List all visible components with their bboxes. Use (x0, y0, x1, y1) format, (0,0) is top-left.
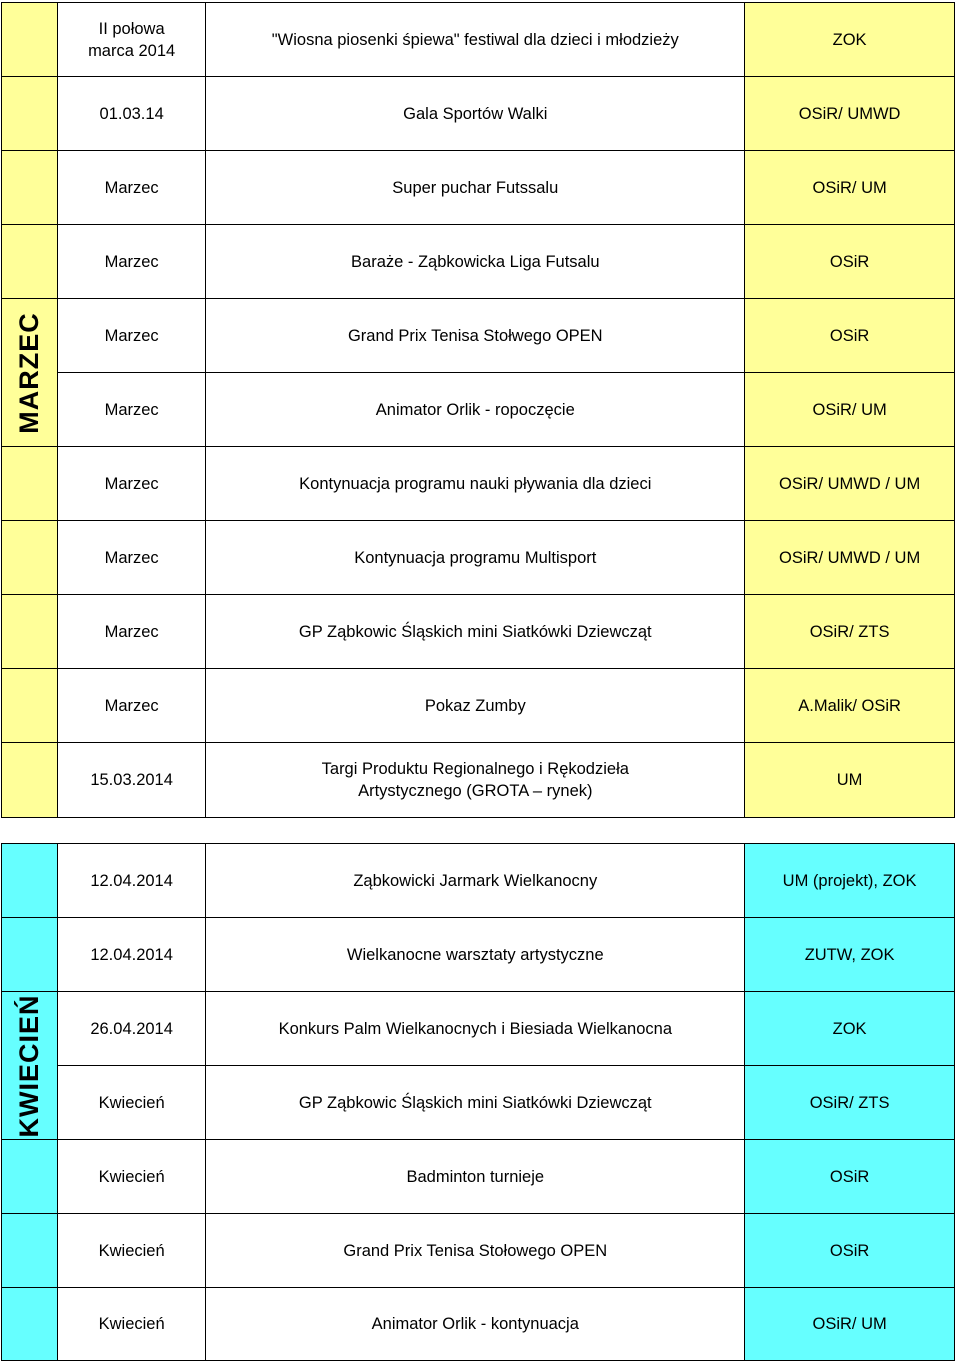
table-row (2, 595, 955, 669)
event-name: Super puchar Futssalu (206, 151, 745, 225)
table-row (2, 521, 955, 595)
event-date: Kwiecień (57, 1140, 205, 1214)
table-row (2, 669, 955, 743)
event-name: Pokaz Zumby (206, 669, 745, 743)
event-organizer: OSiR (745, 1214, 955, 1288)
month-cell-march (2, 595, 58, 669)
table-row (2, 1214, 955, 1288)
event-organizer: OSiR (745, 299, 955, 373)
event-organizer: OSiR/ UMWD / UM (745, 521, 955, 595)
event-organizer: OSiR (745, 1140, 955, 1214)
event-name: Konkurs Palm Wielkanocnych i Biesiada Wielkanocna (206, 992, 745, 1066)
month-cell-march (2, 3, 58, 77)
event-name: "Wiosna piosenki śpiewa" festiwal dla dzieci i młodzieży (206, 3, 745, 77)
month-cell-april (2, 918, 58, 992)
event-name: Targi Produktu Regionalnego i Rękodzieła Artystycznego (GROTA – rynek) (206, 743, 745, 818)
month-label-cell (2, 299, 58, 447)
event-date: Kwiecień (57, 1288, 205, 1361)
table-row (2, 918, 955, 992)
event-name: Baraże - Ząbkowicka Liga Futsalu (206, 225, 745, 299)
month-label-april: KWIECIEŃ (14, 994, 45, 1137)
event-organizer: A.Malik/ OSiR (745, 669, 955, 743)
event-name: Animator Orlik - kontynuacja (206, 1288, 745, 1361)
event-name: Gala Sportów Walki (206, 77, 745, 151)
event-organizer: OSiR/ ZTS (745, 1066, 955, 1140)
event-name: Animator Orlik - ropoczęcie (206, 373, 745, 447)
table-row (2, 1288, 955, 1361)
event-name: Kontynuacja programu nauki pływania dla dzieci (206, 447, 745, 521)
month-label-cell (2, 992, 58, 1140)
month-cell-march (2, 669, 58, 743)
march-schedule-block (1, 2, 955, 819)
event-organizer: OSiR/ UMWD / UM (745, 447, 955, 521)
table-row (2, 373, 955, 447)
event-date: Kwiecień (57, 1066, 205, 1140)
table-row (2, 151, 955, 225)
event-organizer: OSiR (745, 225, 955, 299)
event-date: Marzec (57, 373, 205, 447)
event-organizer: OSiR/ UM (745, 373, 955, 447)
event-organizer: ZOK (745, 992, 955, 1066)
event-organizer: ZUTW, ZOK (745, 918, 955, 992)
table-row (2, 447, 955, 521)
table-row (2, 844, 955, 918)
table-row (2, 743, 955, 818)
month-cell-april (2, 844, 58, 918)
table-row (2, 992, 955, 1066)
month-cell-march (2, 151, 58, 225)
event-name: Grand Prix Tenisa Stołwego OPEN (206, 299, 745, 373)
table-row (2, 1140, 955, 1214)
month-cell-march (2, 743, 58, 818)
event-organizer: OSiR/ ZTS (745, 595, 955, 669)
event-date: Marzec (57, 447, 205, 521)
table-row (2, 77, 955, 151)
event-date: 15.03.2014 (57, 743, 205, 818)
event-organizer: OSiR/ UMWD (745, 77, 955, 151)
event-date: 12.04.2014 (57, 918, 205, 992)
month-cell-march (2, 77, 58, 151)
month-cell-march (2, 521, 58, 595)
event-name: GP Ząbkowic Śląskich mini Siatkówki Dziewcząt (206, 1066, 745, 1140)
event-date: Marzec (57, 669, 205, 743)
event-name: Grand Prix Tenisa Stołowego OPEN (206, 1214, 745, 1288)
table-row (2, 1066, 955, 1140)
april-schedule-block (1, 843, 955, 1360)
event-name: Badminton turnieje (206, 1140, 745, 1214)
event-name: GP Ząbkowic Śląskich mini Siatkówki Dziewcząt (206, 595, 745, 669)
month-label-march: MARZEC (14, 311, 45, 434)
event-date: Marzec (57, 151, 205, 225)
event-date: Marzec (57, 299, 205, 373)
month-cell-march (2, 225, 58, 299)
table-row (2, 3, 955, 77)
month-cell-april (2, 1140, 58, 1214)
event-name: Wielkanocne warsztaty artystyczne (206, 918, 745, 992)
month-cell-april (2, 1214, 58, 1288)
event-date: Marzec (57, 225, 205, 299)
table-row (2, 299, 955, 373)
event-date: 12.04.2014 (57, 844, 205, 918)
event-date: 26.04.2014 (57, 992, 205, 1066)
event-date: Marzec (57, 521, 205, 595)
month-cell-april (2, 1288, 58, 1361)
event-date: Kwiecień (57, 1214, 205, 1288)
table-row (2, 225, 955, 299)
april-schedule-table (1, 843, 955, 1361)
march-schedule-table (1, 2, 955, 818)
event-name: Kontynuacja programu Multisport (206, 521, 745, 595)
event-organizer: ZOK (745, 3, 955, 77)
event-organizer: UM (745, 743, 955, 818)
event-date: Marzec (57, 595, 205, 669)
event-organizer: OSiR/ UM (745, 151, 955, 225)
event-name: Ząbkowicki Jarmark Wielkanocny (206, 844, 745, 918)
event-date: II połowa marca 2014 (57, 3, 205, 77)
month-cell-march (2, 447, 58, 521)
event-date: 01.03.14 (57, 77, 205, 151)
event-organizer: OSiR/ UM (745, 1288, 955, 1361)
event-organizer: UM (projekt), ZOK (745, 844, 955, 918)
